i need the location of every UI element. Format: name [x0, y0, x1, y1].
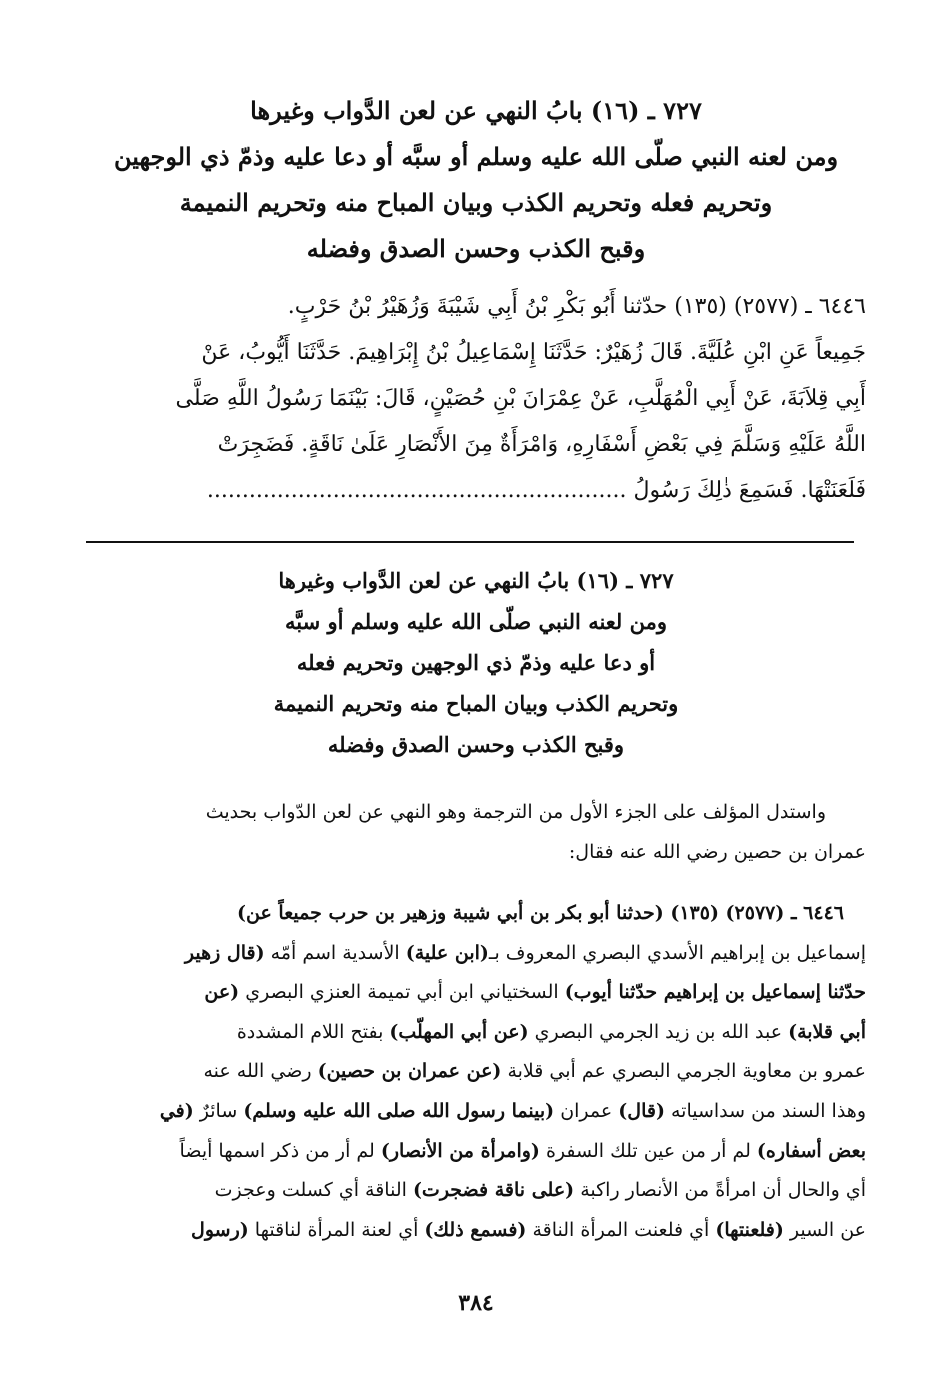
explanation-text: أي والحال أن امرأةً من الأنصار راكبة: [574, 1179, 866, 1202]
quoted-text: بعض أسفاره): [756, 1139, 866, 1162]
separator-rule: [86, 541, 854, 543]
commentary-line: [86, 1171, 866, 1211]
quoted-text: أبي قلابة): [788, 1020, 866, 1043]
quoted-text: (فسمع ذلك): [424, 1218, 527, 1241]
commentary-line: [86, 1092, 866, 1132]
intro-line: عمران بن حصين رضي الله عنه فقال:: [568, 841, 866, 863]
explanation-text: لم أر من عين تلك السفرة: [539, 1139, 757, 1162]
commentary-heading-line: وتحريم الكذب وبيان المباح منه وتحريم النميمة: [273, 691, 679, 716]
explanation-text: عمران: [554, 1099, 619, 1122]
explanation-text: بفتح اللام المشددة: [236, 1020, 390, 1043]
hadith-line: جَمِيعاً عَنِ ابْنِ عُلَيَّةَ. قَالَ زُهَيْرٌ: حَدَّثَنَا إِسْمَاعِيلُ بْنُ إِبْرَاهِيمَ. حَدَّثَنَا أَيُّوبُ، عَنْ: [201, 340, 866, 365]
commentary-heading-line: ٧٢٧ ـ (١٦) بابُ النهي عن لعن الدَّواب وغيرها: [278, 568, 674, 593]
commentary-paragraph: [86, 894, 866, 1250]
explanation-text: الناقة أي كسلت وعجزت: [214, 1179, 413, 1202]
chapter-heading-line: ومن لعنه النبي صلّى الله عليه وسلم أو سبَّه أو دعا عليه وذمّ ذي الوجهين: [113, 142, 839, 171]
commentary-line: [86, 1211, 866, 1251]
chapter-heading-line: ٧٢٧ ـ (١٦) بابُ النهي عن لعن الدَّواب وغيرها: [250, 96, 702, 125]
quoted-text: (رسول: [191, 1218, 249, 1241]
commentary-heading-line: ومن لعنه النبي صلّى الله عليه وسلم أو سبَّه: [284, 609, 668, 634]
quoted-text: (فلعنتها): [715, 1218, 784, 1241]
explanation-text: لم أر من ذكر اسمها أيضاً: [179, 1139, 381, 1162]
quoted-text: (عن أبي المهلّب): [389, 1020, 529, 1043]
commentary-line: [86, 1013, 866, 1053]
intro-paragraph: [86, 792, 866, 872]
quoted-text: (ابن علية): [405, 941, 489, 964]
hadith-line: [88, 468, 866, 514]
hadith-line: أَبِي قِلاَبَةَ، عَنْ أَبِي الْمُهَلَّبِ، عَنْ عِمْرَانَ بْنِ حُصَيْنٍ، قَالَ: بَيْنَمَا رَسُولُ اللَّهِ صَلَّى: [175, 386, 866, 411]
explanation-text: إسماعيل بن إبراهيم الأسدي البصري المعروف بـ: [488, 941, 866, 964]
hadith-line: اللَّهُ عَلَيْهِ وَسَلَّمَ فِي بَعْضِ أَسْفَارِهِ، وَامْرَأَةٌ مِنَ الأَنْصَارِ عَلَىٰ نَاقَةٍ. فَضَجِرَتْ: [217, 432, 866, 457]
chapter-heading: [60, 88, 892, 272]
explanation-text: السختياني ابن أبي تميمة العنزي البصري: [239, 981, 565, 1004]
quoted-text: (عن عمران بن حصين): [317, 1060, 502, 1083]
commentary-line: [86, 1052, 866, 1092]
commentary-line: [86, 934, 866, 974]
quoted-text: (على ناقة فضجرت): [412, 1179, 575, 1202]
chapter-heading-line: وتحريم فعله وتحريم الكذب وبيان المباح منه وتحريم النميمة: [179, 188, 773, 217]
quoted-text: (قال زهير: [184, 941, 265, 964]
explanation-text: عمرو بن معاوية الجرمي البصري عم أبي قلابة: [501, 1060, 866, 1083]
quoted-text: ٦٤٤٦ ـ (٢٥٧٧) (١٣٥) (حدثنا أبو بكر بن أبي شيبة وزهير بن حرب جميعاً عن): [237, 902, 844, 924]
explanation-text: عن السير: [783, 1218, 866, 1241]
quoted-text: (قال): [618, 1099, 665, 1122]
explanation-text: عبد الله بن زيد الجرمي البصري: [528, 1020, 789, 1043]
commentary-line: [86, 1132, 866, 1172]
quoted-text: حدّثنا إسماعيل بن إبراهيم حدّثنا أيوب): [564, 981, 866, 1004]
page-number: ٣٨٤: [458, 1290, 494, 1316]
hadith-text: [88, 284, 866, 514]
commentary-heading: [120, 560, 832, 765]
commentary-line: [86, 894, 866, 934]
chapter-heading-line: وقبح الكذب وحسن الصدق وفضله: [306, 234, 646, 263]
explanation-text: أي فلعنت المرأة الناقة: [526, 1218, 716, 1241]
ellipsis-dots: ............................................................: [206, 478, 627, 503]
quoted-text: (بينما رسول الله صلى الله عليه وسلم): [243, 1099, 555, 1122]
quoted-text: (في: [159, 1099, 194, 1122]
commentary-heading-line: وقبح الكذب وحسن الصدق وفضله: [327, 732, 625, 757]
explanation-text: رضي الله عنه: [203, 1060, 318, 1083]
explanation-text: سائرٌ: [193, 1099, 244, 1122]
hadith-line: ٦٤٤٦ ـ (٢٥٧٧) (١٣٥) حدّثنا أَبُو بَكْرِ بْنُ أَبِي شَيْبَةَ وَزُهَيْرُ بْنُ حَرْبٍ.: [287, 294, 866, 319]
quoted-text: (وامرأة من الأنصار): [380, 1139, 540, 1162]
explanation-text: وهذا السند من سداسياته: [664, 1099, 866, 1122]
commentary-heading-line: أو دعا عليه وذمّ ذي الوجهين وتحريم فعله: [296, 650, 656, 675]
quoted-text: (عن: [204, 981, 240, 1004]
hadith-line-text: فَلَعَنَتْهَا. فَسَمِعَ ذٰلِكَ رَسُولُ: [633, 478, 866, 503]
intro-line: واستدل المؤلف على الجزء الأول من الترجمة وهو النهي عن لعن الدّواب بحديث: [205, 801, 826, 823]
explanation-text: أي لعنة المرأة لناقتها: [248, 1218, 425, 1241]
explanation-text: الأسدية اسم أمّه: [264, 941, 406, 964]
commentary-line: [86, 973, 866, 1013]
